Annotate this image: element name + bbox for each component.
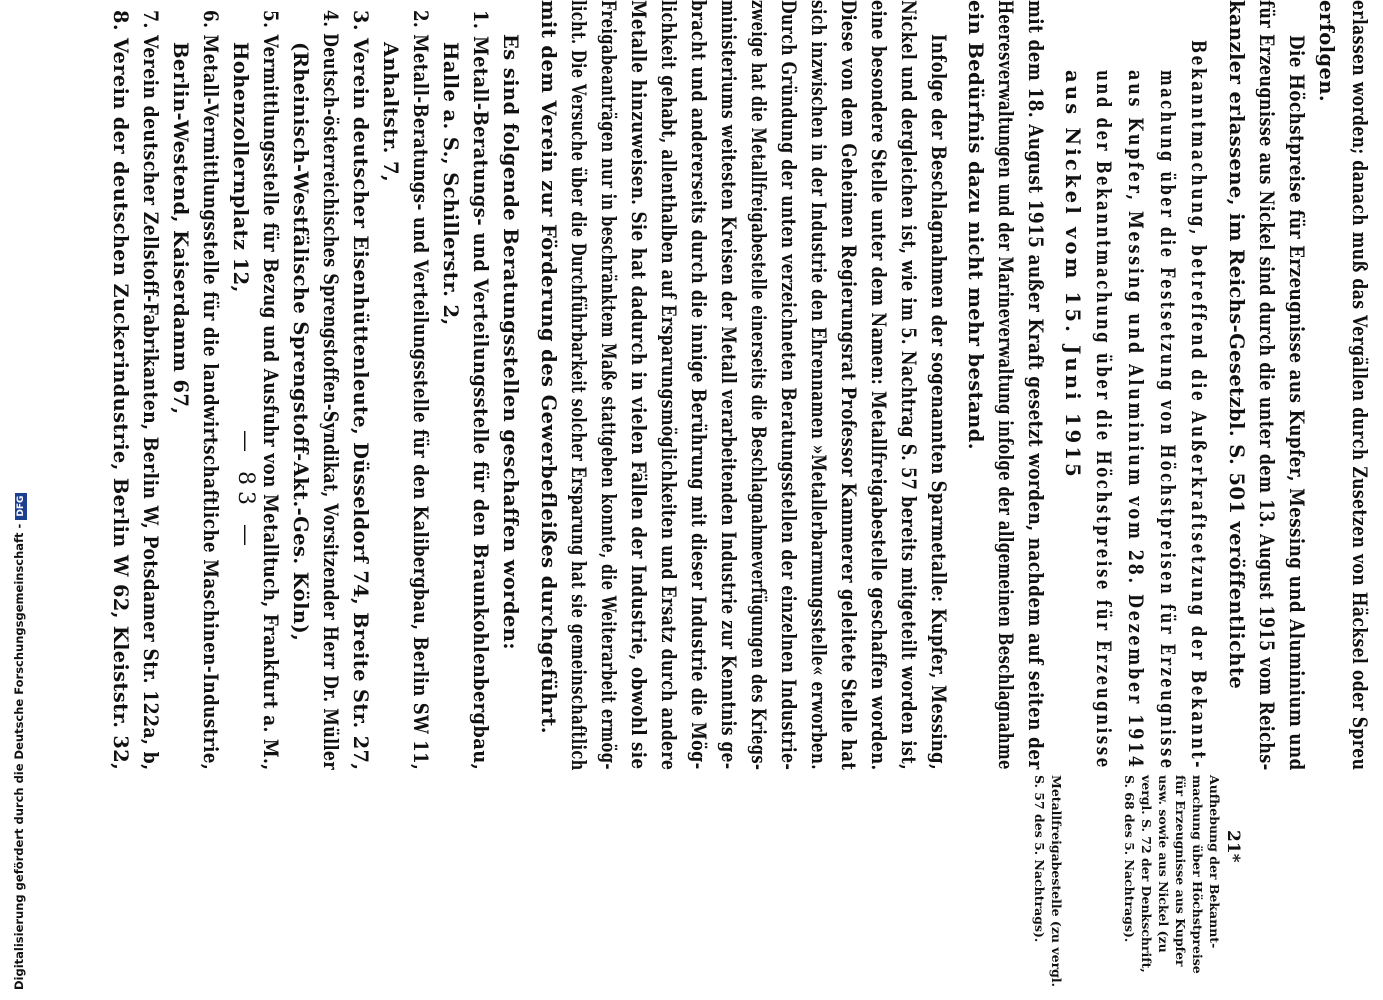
body-line: Berlin-Westend, Kaiserdamm 67, — [169, 42, 192, 415]
body-line: 7. Verein deutscher Zellstoff-Fabrikanten, Berlin W, Potsdamer Str. 122a, b, — [139, 10, 162, 771]
body-line: lichkeit gehabt, allenthalben auf Ersparungsmöglichkeiten und Ersatz durch andere — [657, 0, 680, 771]
body-line: Metalle hinzuweisen. Sie hat dadurch in vielen Fällen der Industrie, obwohl sie — [627, 0, 650, 770]
body-line: erfolgen. — [1315, 0, 1338, 103]
body-line: mit dem 18. August 1915 außer Kraft gesetzt worden, nachdem auf seiten der — [1024, 0, 1047, 770]
sidenote-repeal: Aufhebung der Bekannt- machung über Höchstpreise für Erzeugnisse aus Kupfer usw. sowie aus Nickel (zu vergl. S. 72 der Denkschrift, S. 68 des 5. Nachtrags). — [1122, 775, 1222, 974]
body-line: Heeresverwaltungen und der Marineverwaltung infolge der allgemeinen Beschlagnahme — [994, 0, 1017, 770]
body-line: aus Kupfer, Messing und Aluminium vom 28. Dezember 1914 — [1124, 70, 1147, 770]
body-line: Bekanntmachung, betreffend die Außerkraftsetzung der Bekannt- — [1187, 40, 1210, 771]
body-line: 4. Deutsch-österreichisches Sprengstoffen-Syndikat, Vorsitzender Herr Dr. Müller — [319, 10, 342, 771]
body-line: Die Höchstpreise für Erzeugnisse aus Kupfer, Messing und Aluminium und — [1285, 35, 1308, 771]
body-line: Halle a. S., Schillerstr. 2, — [439, 42, 462, 326]
body-line: Anhaltstr. 7, — [379, 42, 402, 183]
footer-text: Digitalisierung gefördert durch die Deutsche Forschungsgemeinschaft - — [12, 523, 26, 990]
body-line: und der Bekanntmachung über die Höchstpreise für Erzeugnisse — [1092, 70, 1115, 770]
body-line: sich inzwischen in der Industrie den Ehrennamen »Metallerbarmungsstelle« erworben. — [807, 0, 830, 770]
page-number: — 83 — — [233, 430, 258, 552]
body-line: 6. Metall-Vermittlungsstelle für die landwirtschaftliche Maschinen-Industrie, — [199, 10, 222, 771]
signature-mark: 21* — [1223, 830, 1243, 863]
body-line: (Rheinisch-Westfälische Sprengstoff-Akt.-Ges. Köln), — [289, 42, 312, 642]
body-line: eine besondere Stelle unter dem Namen: Metallfreigabestelle geschaffen worden. — [867, 0, 890, 771]
body-line: 2. Metall-Beratungs- und Verteilungsstelle für den Kalibergbau, Berlin SW 11, — [409, 10, 432, 771]
body-line: Infolge der Beschlagnahmen der sogenannten Sparmetalle: Kupfer, Messing, — [927, 34, 950, 771]
body-line: für Erzeugnisse aus Nickel sind durch die unter dem 13. August 1915 vom Reichs- — [1255, 0, 1278, 771]
body-line: Diese von dem Geheimen Regierungsrat Professor Kammerer geleitete Stelle hat — [837, 0, 860, 771]
body-line: zweige hat die Metallfreigabestelle einerseits die Beschlagnahmeverfügungen des Kriegs- — [747, 0, 770, 771]
body-line: kanzler erlassene, im Reichs-Gesetzbl. S. 501 veröffentlichte — [1225, 0, 1248, 690]
dfg-logo: DFG — [15, 493, 27, 520]
body-line: Hohenzollernplatz 12, — [229, 42, 252, 293]
body-line: 1. Metall-Beratungs- und Verteilungsstelle für den Braunkohlenbergbau, — [469, 10, 492, 771]
body-line: Es sind folgende Beratungsstellen geschaffen worden: — [499, 34, 522, 650]
body-line: 8. Verein der deutschen Zuckerindustrie, Berlin W 62, Kleiststr. 32, — [109, 10, 132, 771]
digitization-footer — [12, 493, 27, 990]
body-line: 3. Verein deutscher Eisenhüttenleute, Düsseldorf 74, Breite Str. 27, — [349, 10, 372, 771]
body-line: Durch Gründung der unten verzeichneten Beratungsstellen der einzelnen Industrie- — [777, 0, 800, 771]
body-line: Freigabeanträgen nur in beschränktem Maße stattgeben konnte, die Weiterarbeit ermög- — [597, 0, 620, 770]
body-line: 5. Vermittlungsstelle für Bezug und Ausfuhr von Metalltuch, Frankfurt a. M., — [259, 10, 282, 771]
body-line: licht. Die Versuche über die Durchführbarkeit solcher Ersparung hat sie gemeinschaftlich — [567, 0, 590, 771]
body-line: ein Bedürfnis dazu nicht mehr bestand. — [964, 0, 987, 450]
body-line: bracht und andererseits durch die innige Berührung mit dieser Industrie die Mög- — [687, 0, 710, 770]
body-line: Nickel und dergleichen ist, wie im 5. Nachtrag S. 57 bereits mitgeteilt worden ist, — [897, 0, 920, 771]
body-line: mit dem Verein zur Förderung des Gewerbefleißes durchgeführt. — [537, 0, 560, 734]
body-line: ministeriums weitesten Kreisen der Metall verarbeitenden Industrie zur Kenntnis ge- — [717, 0, 740, 770]
body-line: aus Nickel vom 15. Juni 1915 — [1061, 70, 1084, 480]
sidenote-metal-release: Metallfreigabestelle (zu vergl. S. 57 des 5. Nachtrags). — [1032, 775, 1064, 988]
body-line: erlassen worden; danach muß das Vergällen durch Zusetzen von Häcksel oder Spreu — [1348, 0, 1371, 771]
body-line: machung über die Festsetzung von Höchstpreisen für Erzeugnisse — [1156, 70, 1179, 771]
